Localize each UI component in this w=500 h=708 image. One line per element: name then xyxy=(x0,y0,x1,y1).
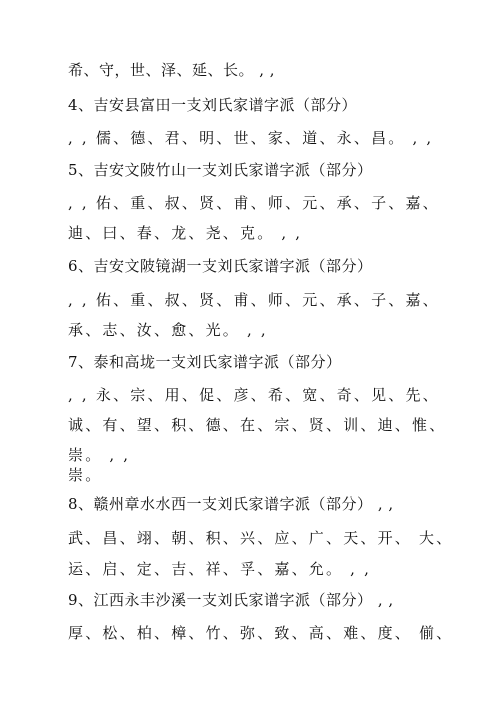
text-line-5: , , 佑、重、叔、贤、甫、师、元、承、子、嘉、 xyxy=(68,194,440,212)
section-heading-9: 9、江西永丰沙溪一支刘氏家谱字派（部分） , , xyxy=(68,591,394,609)
text-line-19: 厚、松、柏、樟、竹、弥、致、高、难、度、 偂、 xyxy=(68,624,454,642)
section-heading-5: 5、吉安文陂竹山一支刘氏家谱字派（部分） xyxy=(68,161,373,179)
section-heading-7: 7、泰和高垅一支刘氏家谱字派（部分） xyxy=(68,353,342,371)
text-line-1: 希、守，世、泽、延、长。 , , xyxy=(68,61,276,79)
text-line-14: 崇。 xyxy=(68,466,103,484)
section-heading-6: 6、吉安文陂镜湖一支刘氏家谱字派（部分） xyxy=(68,257,373,275)
text-line-8: , , 佑、重、叔、贤、甫、师、元、承、子、嘉、 xyxy=(68,291,440,309)
section-heading-8: 8、赣州章水水西一支刘氏家谱字派（部分） , , xyxy=(68,495,394,513)
text-line-16: 武、昌、翊、朝、积、兴、应、广、天、开、 大、 xyxy=(68,529,454,547)
text-line-3: , , 儒、德、君、明、世、家、道、永、昌。 , , xyxy=(68,129,434,147)
text-line-13: 崇。 , , xyxy=(68,446,131,464)
section-heading-4: 4、吉安县富田一支刘氏家谱字派（部分） xyxy=(68,96,358,114)
text-line-12: 诚、有、望、积、德、在、宗、贤、训、迪、惟、 xyxy=(68,416,447,434)
text-line-9: 承、志、汝、愈、光。 , , xyxy=(68,321,268,339)
text-line-6: 迪、曰、春、龙、尧、克。 , , xyxy=(68,224,303,242)
text-line-11: , , 永、宗、用、促、彦、希、宽、奇、见、先、 xyxy=(68,386,440,404)
text-line-17: 运、启、定、吉、祥、孚、嘉、允。 , , xyxy=(68,560,372,578)
